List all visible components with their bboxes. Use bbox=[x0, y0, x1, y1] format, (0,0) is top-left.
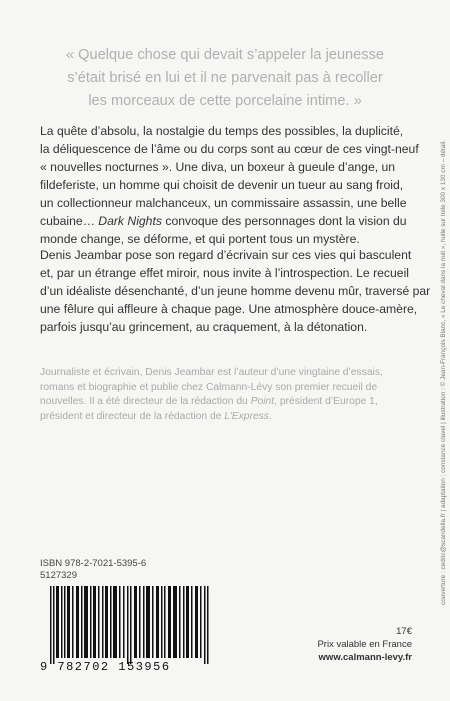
paragraph-text: convoque des personnages dont la vision du bbox=[165, 214, 407, 228]
magazine-point: Point bbox=[250, 396, 275, 408]
magazine-express: L’Express bbox=[224, 410, 269, 422]
paragraph-text: cubaine… bbox=[40, 214, 95, 228]
price-amount: 17€ bbox=[396, 626, 412, 637]
bio-line: romans et biographie et publie chez Calmann-Lévy son premier recueil de bbox=[40, 381, 378, 393]
description-paragraph-2 bbox=[40, 246, 431, 336]
bio-text: président et directeur de la rédaction de bbox=[40, 410, 222, 422]
paragraph-line: fildeferiste, un homme qui choisit de devenir un tueur au sang froid, bbox=[40, 178, 404, 192]
price-block bbox=[317, 625, 412, 664]
description-paragraph-1 bbox=[40, 122, 419, 248]
isbn-number: ISBN 978-2-7021-5395-6 bbox=[40, 558, 147, 569]
book-title: Dark Nights bbox=[98, 214, 162, 228]
price-note: Prix valable en France bbox=[317, 639, 412, 650]
pull-quote bbox=[40, 44, 410, 113]
paragraph-line: et, par un étrange effet miroir, nous invite à l’introspection. Le recueil bbox=[40, 266, 409, 280]
paragraph-line: d’un idéaliste désenchanté, d’un jeune homme devenu mûr, traversé par bbox=[40, 284, 431, 298]
catalog-number: 5127329 bbox=[40, 570, 77, 581]
bio-text: . bbox=[268, 410, 272, 422]
barcode-bars bbox=[50, 586, 210, 664]
paragraph-line: parfois jusqu’au grincement, au craquement, à la détonation. bbox=[40, 320, 368, 334]
paragraph-line: La quête d’absolu, la nostalgie du temps des possibles, la duplicité, bbox=[40, 124, 404, 138]
bio-text: nouvelles. Il a été directeur de la rédaction du bbox=[40, 396, 248, 408]
paragraph-line-with-title bbox=[40, 212, 410, 230]
bio-line bbox=[40, 410, 410, 425]
publisher-website: www.calmann-levy.fr bbox=[318, 652, 412, 663]
cover-credits: couverture : cedric@scandella.fr | adaptation : constance clavel | illustration : © Jean-François Blanc, « Le cheval dans la nuit », huile sur toile 300 x 130 cm – détail. bbox=[440, 140, 447, 605]
barcode bbox=[40, 586, 215, 682]
quote-line: les morceaux de cette porcelaine intime. » bbox=[88, 93, 362, 109]
paragraph-line: monde change, se déforme, et qui portent tous un mystère. bbox=[40, 232, 360, 246]
author-bio bbox=[40, 366, 410, 424]
paragraph-line: « nouvelles nocturnes ». Une diva, un boxeur à gueule d’ange, un bbox=[40, 160, 396, 174]
isbn-block bbox=[40, 558, 146, 582]
quote-line: « Quelque chose qui devait s’appeler la jeunesse bbox=[65, 47, 385, 63]
paragraph-line: un collectionneur malchanceux, un commissaire assassin, une belle bbox=[40, 196, 407, 210]
paragraph-line: une fêlure qui affleure à chaque page. Une atmosphère douce-amère, bbox=[40, 302, 418, 316]
paragraph-line: Denis Jeambar pose son regard d’écrivain sur ces vies qui basculent bbox=[40, 248, 412, 262]
bio-line bbox=[40, 395, 410, 410]
quote-line: s’était brisé en lui et il ne parvenait pas à recoller bbox=[67, 70, 383, 86]
paragraph-line: la déliquescence de l’âme ou du corps sont au cœur de ces vingt-neuf bbox=[40, 142, 419, 156]
barcode-digits: 9 782702 153956 bbox=[40, 660, 171, 674]
bio-text: , président d’Europe 1, bbox=[274, 396, 378, 408]
bio-line: Journaliste et écrivain, Denis Jeambar est l’auteur d’une vingtaine d’essais, bbox=[40, 367, 383, 378]
